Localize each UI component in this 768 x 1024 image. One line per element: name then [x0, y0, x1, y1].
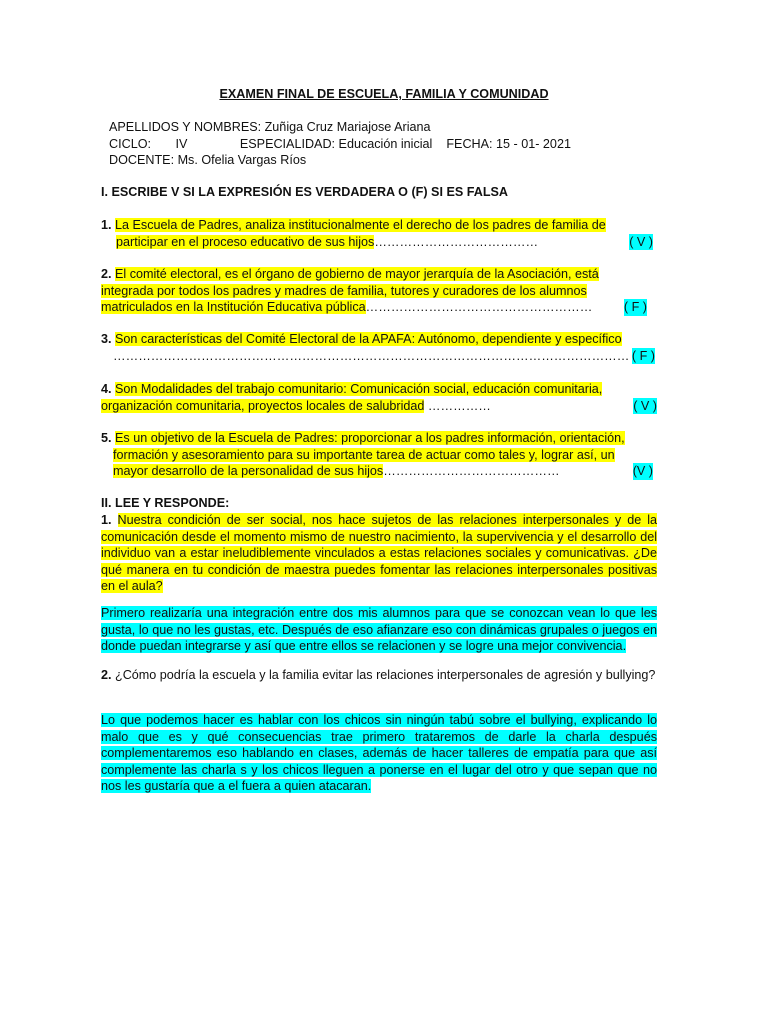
question-text: integrada por todos los padres y madres de familia, tutores y curadores de los alumnos: [101, 283, 587, 298]
question-number: 3.: [101, 332, 112, 346]
question-text: Es un objetivo de la Escuela de Padres: proporcionar a los padres información, orientación,: [115, 431, 625, 445]
question-text: participar en el proceso educativo de sus hijos: [116, 234, 375, 249]
tf-question-2: [101, 266, 657, 316]
cycle-specialty-date: CICLO: IV ESPECIALIDAD: Educación inicial FECHA: 15 - 01- 2021: [109, 136, 571, 151]
question-text: Nuestra condición de ser social, nos hace sujetos de las relaciones interpersonales y de la comunicación desde el momento mismo de nuestro nacimiento, la supervivencia y el desarrollo del individuo van a estar ineludiblemente vinculados a estas relaciones sociales y comunicativas. ¿De qué manera en tu condición de maestra puedes fomentar las relaciones interpersonales positivas en el aula?: [101, 513, 658, 593]
question-number: 5.: [101, 431, 112, 445]
question-text: formación y asesoramiento para su importante tarea de actuar como tales y, lograr así, un: [113, 447, 615, 462]
answer-text: Lo que podemos hacer es hablar con los chicos sin ningún tabú sobre el bullying, explicando lo malo que es y qué consecuencias trae primero trataremos de darle la charla después complementaremos eso hablando en clases, además de hacer talleres de empatía para que así complemente las charla s y los chicos lleguen a ponerse en el lugar del otro y que sepan que no nos les gustaría que a el fuera a quien atacaran.: [101, 713, 657, 793]
answer-mark: ( V ): [633, 398, 657, 413]
question-text: matriculados en la Institución Educativa pública: [101, 300, 366, 314]
teacher-name: DOCENTE: Ms. Ofelia Vargas Ríos: [109, 153, 307, 167]
student-header: [109, 119, 571, 169]
open-answer-2: [101, 712, 657, 795]
answer-dots: …………………………………: [374, 234, 539, 249]
question-number: 4.: [101, 382, 112, 396]
question-text: Son Modalidades del trabajo comunitario: Comunicación social, educación comunitaria,: [115, 382, 603, 396]
open-question-2: [101, 667, 657, 684]
question-text: ¿Cómo podría la escuela y la familia evitar las relaciones interpersonales de agresión y bullying?: [115, 668, 656, 682]
tf-question-1: [101, 217, 657, 250]
answer-mark: (V ): [632, 464, 653, 478]
question-number: 1.: [101, 218, 112, 232]
section1-heading: I. ESCRIBE V SI LA EXPRESIÓN ES VERDADERA O (F) SI ES FALSA: [101, 185, 509, 199]
tf-question-5: [101, 430, 657, 480]
student-name: APELLIDOS Y NOMBRES: Zuñiga Cruz Mariajose Ariana: [109, 120, 431, 134]
answer-mark: ( F ): [631, 348, 655, 363]
exam-title: EXAMEN FINAL DE ESCUELA, FAMILIA Y COMUNIDAD: [219, 87, 549, 101]
answer-dots: ………………………………………………: [365, 300, 593, 314]
section2-heading: II. LEE Y RESPONDE:: [101, 496, 230, 510]
question-text: Son características del Comité Electoral de la APAFA: Autónomo, dependiente y específico: [115, 332, 622, 346]
answer-mark: ( F ): [623, 300, 647, 314]
open-question-1: [101, 512, 657, 595]
question-number: 2.: [101, 267, 112, 281]
answer-dots: ……………: [424, 398, 491, 413]
tf-question-4: [101, 381, 657, 414]
open-answer-1: [101, 605, 657, 655]
question-text: El comité electoral, es el órgano de gobierno de mayor jerarquía de la Asociación, está: [115, 267, 599, 281]
question-text: mayor desarrollo de la personalidad de sus hijos: [113, 464, 384, 478]
question-number: 1.: [101, 513, 112, 527]
question-text: La Escuela de Padres, analiza institucionalmente el derecho de los padres de familia de: [115, 218, 606, 232]
question-number: 2.: [101, 668, 112, 682]
answer-mark: ( V ): [629, 234, 653, 249]
tf-question-3: [101, 331, 657, 364]
question-text: organización comunitaria, proyectos locales de salubridad: [101, 398, 425, 413]
answer-dots: ……………………………………………………………………………………………………………: [113, 348, 630, 363]
answer-text: Primero realizaría una integración entre dos mis alumnos para que se conozcan vean lo que les gusta, lo que no les gustas, etc. Después de eso afianzare eso con dinámicas grupales o juegos en donde puedan integrarse y así que entre ellos se relacionen y se logre una mejor convivencia.: [101, 606, 657, 653]
answer-dots: ……………………………………: [383, 464, 560, 478]
